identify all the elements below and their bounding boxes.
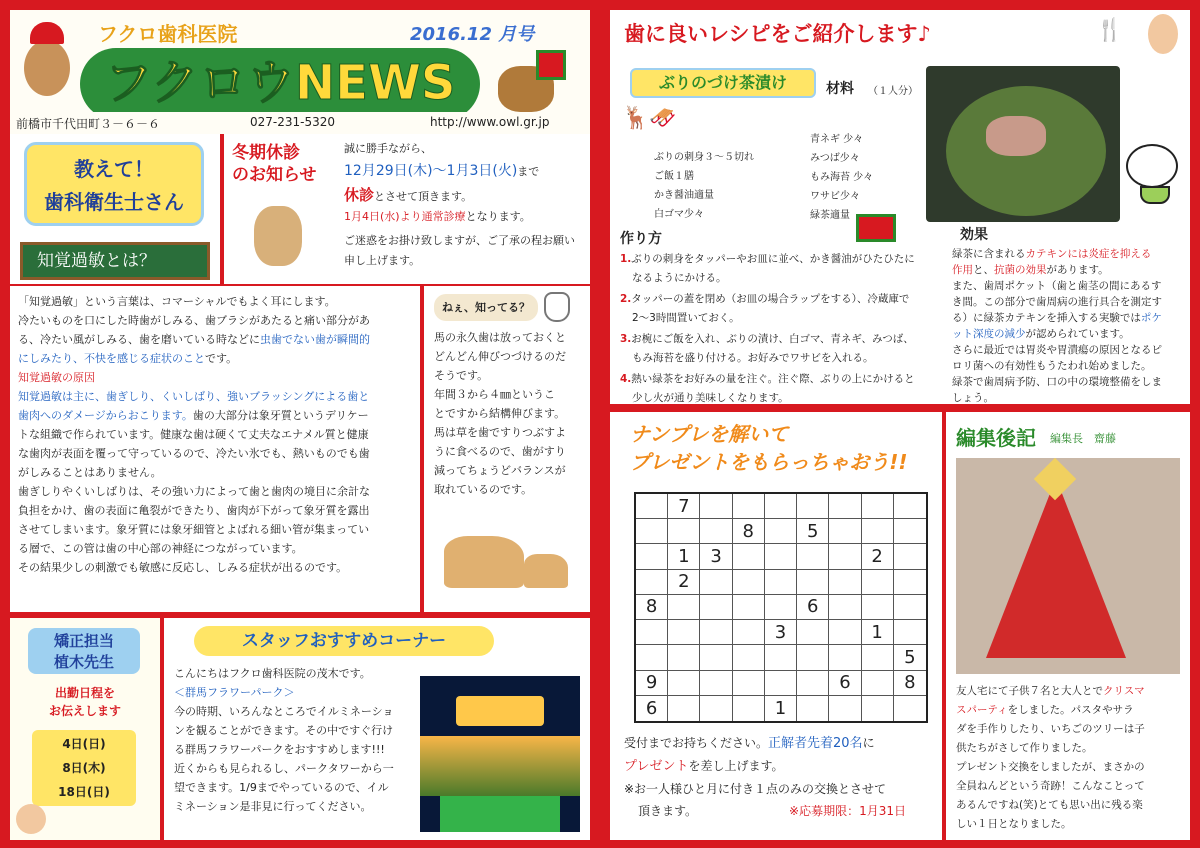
article-line: る、冷たい風がしみる、歯を磨いている時などに — [18, 333, 260, 346]
ingredient: 青ネギ 少々 — [810, 134, 864, 145]
article-line: る層で、この管は歯の中心部の神経につながっています。 — [18, 542, 303, 555]
sudoku-cell — [829, 645, 861, 670]
article-line: な歯肉が表面を覆って守っているので、冷たい氷でも、熱いものでも歯 — [18, 447, 370, 460]
article-line: その結果少しの刺激でも敏感に反応し、しみる症状が出るのです。 — [18, 561, 348, 574]
sudoku-cell — [733, 570, 765, 595]
sudoku-info-line: に — [862, 736, 875, 750]
clinic-name: フクロ歯科医院 — [98, 22, 238, 46]
step-number: 4. — [620, 373, 632, 385]
sudoku-cell — [797, 544, 829, 569]
staff-subheading: ＜群馬フラワーパーク＞ — [174, 686, 295, 699]
sudoku-cell — [894, 494, 926, 519]
ingredient: ご飯１膳 — [654, 171, 694, 182]
sudoku-cell — [700, 671, 732, 696]
sudoku-cell — [765, 544, 797, 569]
sudoku-cell — [733, 696, 765, 721]
article-line: トな組織で作られています。健康な歯は硬くて丈夫なエナメル質と健康 — [18, 428, 369, 441]
sudoku-cell — [636, 519, 668, 544]
editor-line: しい１日となりました。 — [956, 818, 1072, 830]
newsletter-title: フクロウNEWS — [80, 48, 480, 120]
step-text: タッパーの蓋を閉め（お皿の場合ラップをする）、冷蔵庫で — [631, 293, 910, 305]
effect-line: があります。 — [1046, 264, 1109, 276]
bear-icon — [254, 206, 302, 266]
ortho-role: 矯正担当 — [53, 632, 114, 650]
step-number: 1. — [620, 253, 632, 265]
trivia-line: そうです。 — [434, 369, 489, 382]
sudoku-cell: 8 — [894, 671, 926, 696]
sudoku-cell — [829, 544, 861, 569]
chalkboard-subtitle: 知覚過敏とは？ — [20, 242, 210, 280]
sudoku-cell — [862, 494, 894, 519]
editor-line: 全員ねんどという奇跡！こんなことって — [956, 780, 1145, 792]
editor-line: ダを手作りしたり、いちごのツリーは子 — [956, 723, 1145, 735]
sudoku-cell: 6 — [829, 671, 861, 696]
sudoku-cell — [668, 519, 700, 544]
sudoku-cell — [700, 519, 732, 544]
reindeer-icon — [488, 46, 578, 116]
ortho-note-1: 出勤日程を — [54, 686, 115, 700]
ortho-name: 植木先生 — [53, 653, 114, 671]
sudoku-title-1: ナンプレを解いて — [630, 422, 789, 446]
step-text: お椀にご飯を入れ、ぶりの漬け、白ゴマ、青ネギ、みつば、 — [631, 333, 914, 345]
sensitivity-article — [10, 286, 420, 612]
ingredients-label: 材料 — [826, 81, 854, 97]
ingredient: みつば少々 — [810, 153, 860, 164]
effect-line: 緑茶に含まれる — [952, 248, 1026, 260]
sudoku-cell — [733, 671, 765, 696]
illumination-photo — [420, 676, 580, 832]
sudoku-cell — [797, 671, 829, 696]
step-number: 3. — [620, 333, 632, 345]
effect-text — [952, 246, 1186, 404]
staff-corner — [164, 618, 590, 840]
trivia-line: 年間３から４㎜というこ — [434, 388, 555, 401]
step-text: なるようにかける。 — [632, 272, 727, 284]
sudoku-cell: 5 — [894, 645, 926, 670]
sudoku-cell — [636, 494, 668, 519]
ortho-note-2: お伝えします — [48, 704, 121, 718]
sudoku-cell: 5 — [797, 519, 829, 544]
effect-line: ロリ菌への有効性もうたわれ始めました。 — [952, 360, 1152, 372]
step-text: 熱い緑茶をお好みの量を注ぐ。注ぐ際、ぶりの上にかけると — [631, 373, 915, 385]
recipe-step — [620, 250, 950, 288]
article-highlight: 知覚過敏は主に、歯ぎしり、くいしばり、強いブラッシングによる歯と — [18, 390, 370, 403]
effect-highlight: 作用 — [952, 264, 973, 276]
editor-line: をしました。パスタやサラ — [1007, 704, 1134, 716]
sudoku-cell — [829, 696, 861, 721]
sudoku-deadline: ※応募期限：1月31日 — [789, 804, 906, 818]
sudoku-cell: 6 — [636, 696, 668, 721]
step-number: 2. — [620, 293, 632, 305]
sudoku-cell — [765, 645, 797, 670]
sudoku-cell — [700, 620, 732, 645]
article-highlight: にしみたり、不快を感じる症状のこと — [18, 352, 205, 365]
utensils-icon: 🍴 — [1096, 18, 1124, 43]
recipe-photo — [926, 66, 1120, 222]
sudoku-cell — [765, 595, 797, 620]
holiday-resume: 1月4日(水)より通常診療 — [344, 210, 466, 223]
staff-line: 今の時期、いろんなところでイルミネーショ — [174, 705, 394, 718]
sudoku-cell — [636, 645, 668, 670]
trivia-line: 減ってちょうどバランスが — [434, 464, 566, 477]
sudoku-cell: 1 — [765, 696, 797, 721]
editor-title: 編集後記 — [956, 426, 1036, 450]
trivia-title: ねぇ、知ってる？ — [434, 294, 538, 321]
article-highlight: 虫歯でない歯が瞬間的 — [260, 333, 370, 346]
editor-line: 友人宅にて子供７名と大人とで — [956, 685, 1103, 697]
holiday-apology-2: 申し上げます。 — [344, 254, 421, 267]
staff-line: こんにちはフクロ歯科医院の茂木です。 — [174, 667, 371, 680]
strawberry-tree-photo — [956, 458, 1180, 674]
ortho-day: 18日(日) — [58, 785, 110, 799]
ingredients-left — [654, 148, 754, 224]
editor-line: あるんですね(笑)とても思い出に残る楽 — [956, 799, 1143, 811]
trivia-line: うに食べるので、歯がすり — [434, 445, 566, 458]
badge-line-2: 歯科衛生士さん — [44, 190, 184, 214]
sudoku-cell — [829, 570, 861, 595]
article-line: 冷たいものを口にした時歯がしみる、歯ブラシがあたると痛い部分があ — [18, 314, 370, 327]
sudoku-grid — [634, 492, 928, 723]
ortho-day: 4日(日) — [62, 737, 106, 751]
issue-date: 2016.12 月号 — [410, 24, 535, 45]
step-text: 2～3時間置いておく。 — [632, 312, 740, 324]
santa-hat-icon — [30, 22, 64, 44]
recipe-step — [620, 290, 950, 328]
sudoku-info-highlight: 正解者先着20名 — [768, 736, 863, 751]
nurse-icon — [16, 804, 46, 834]
effect-line: しょう。 — [952, 392, 994, 404]
ingredient: 緑茶適量 — [810, 210, 850, 221]
address: 前橋市千代田町３－６－６ — [16, 117, 161, 131]
sudoku-cell — [862, 519, 894, 544]
sudoku-info — [624, 732, 936, 822]
article-line: 「知覚過敏」という言葉は、コマーシャルでもよく耳にします。 — [18, 295, 336, 308]
hygienist-header — [10, 134, 220, 284]
editor-line: プレゼント交換をしましたが、まさかの — [956, 761, 1145, 773]
effect-line: 緑茶で歯周病予防、口の中の環境整備をしま — [952, 376, 1162, 388]
editor-byline: 編集長 齋藤 — [1050, 432, 1116, 445]
step-text: 少し火が通り美味しくなります。 — [632, 392, 789, 404]
staff-line: 望できます。1/9までやっているので、イル — [174, 781, 389, 794]
staff-title: スタッフおすすめコーナー — [194, 626, 494, 656]
effect-line: が認められています。 — [1025, 328, 1130, 340]
sudoku-cell — [668, 671, 700, 696]
article-line: 負担をかけ、歯の表面に亀裂ができたり、歯肉が下がって象牙質を露出 — [18, 504, 370, 517]
step-text: もみ海苔を盛り付ける。お好みでワサビを入れる。 — [632, 352, 874, 364]
holiday-title — [232, 142, 317, 186]
sudoku-cell — [733, 595, 765, 620]
holiday-title-1: 冬期休診 — [232, 143, 300, 163]
holiday-dates: 12月29日(木)～1月3日(火) — [344, 163, 518, 179]
sudoku-cell: 3 — [765, 620, 797, 645]
orthodontist-schedule — [10, 618, 160, 840]
trivia-line: どんどん伸びつづけるのだ — [434, 350, 566, 363]
recipe-heading: 歯に良いレシピをご紹介します♪ — [624, 22, 931, 46]
ingredient: もみ海苔 少々 — [810, 172, 874, 183]
article-line: 歯の大部分は象牙質というデリケー — [192, 409, 369, 422]
sudoku-cell: 7 — [668, 494, 700, 519]
staff-line: ミネーション是非見に行ってください。 — [174, 800, 372, 813]
sudoku-cell: 2 — [668, 570, 700, 595]
ortho-day: 8日(木) — [62, 761, 106, 775]
right-page — [600, 0, 1200, 848]
effect-highlight: ット深度の減少 — [952, 328, 1026, 340]
recipe-section — [610, 10, 1190, 404]
trivia-box — [424, 286, 590, 612]
holiday-notice — [224, 134, 590, 284]
sudoku-cell — [733, 544, 765, 569]
servings: （１人分） — [868, 86, 918, 97]
sudoku-cell — [636, 544, 668, 569]
sudoku-cell — [894, 620, 926, 645]
effect-label: 効果 — [960, 227, 988, 243]
horse-icon — [444, 536, 524, 588]
sudoku-cell — [765, 570, 797, 595]
editor-line: 供たちがさして作りました。 — [956, 742, 1093, 754]
recipe-step — [620, 370, 950, 404]
sudoku-cell — [765, 519, 797, 544]
staff-line: 近くからも見られるし、パークタワーから一 — [174, 762, 394, 775]
badge-line-1: 教えて！ — [74, 157, 154, 181]
sudoku-cell — [700, 570, 732, 595]
sudoku-cell: 1 — [668, 544, 700, 569]
step-text: ぶりの刺身をタッパーやお皿に並べ、かき醤油がひたひたに — [631, 253, 915, 265]
holiday-intro: 誠に勝手ながら、 — [344, 142, 432, 155]
sudoku-cell: 6 — [797, 595, 829, 620]
ortho-note — [26, 684, 144, 720]
editor-highlight: クリスマ — [1103, 685, 1145, 697]
recipe-step — [620, 330, 950, 368]
sudoku-cell — [700, 494, 732, 519]
holiday-dates-suffix: まで — [517, 165, 540, 178]
sudoku-cell — [636, 570, 668, 595]
staff-line: る群馬フラワーパークをおすすめします!!! — [174, 743, 385, 756]
ortho-days — [32, 730, 136, 806]
sudoku-cell — [733, 494, 765, 519]
ingredient: ぶりの刺身３～５切れ — [654, 152, 754, 163]
sudoku-cell — [797, 645, 829, 670]
sudoku-cell: 3 — [700, 544, 732, 569]
ortho-badge — [28, 628, 140, 674]
sudoku-cell — [700, 696, 732, 721]
cook-icon — [1148, 14, 1178, 54]
steps-label: 作り方 — [620, 231, 662, 247]
holiday-title-2: のお知らせ — [232, 165, 317, 185]
recipe-name: ぶりのづけ茶漬け — [630, 68, 816, 98]
article-line: です。 — [205, 352, 238, 365]
ingredient: 白ゴマ少々 — [654, 209, 704, 220]
trivia-line: 馬の永久歯は放っておくと — [434, 331, 566, 344]
sudoku-cell — [668, 696, 700, 721]
sleigh-icon: 🦌🛷 — [622, 106, 677, 131]
sudoku-cell — [765, 494, 797, 519]
sudoku-cell — [829, 595, 861, 620]
sudoku-cell — [862, 671, 894, 696]
sudoku-cell — [829, 494, 861, 519]
phone: 027-231-5320 — [250, 115, 336, 129]
sudoku-cell — [797, 570, 829, 595]
horse-icon — [524, 554, 568, 588]
ingredient: ワサビ少々 — [810, 191, 860, 202]
holiday-closed-suffix: とさせて頂きます。 — [374, 190, 473, 203]
sudoku-cell: 8 — [636, 595, 668, 620]
cause-heading: 知覚過敏の原因 — [18, 371, 95, 384]
staff-line: ンを観ることができます。その中ですぐ行け — [174, 724, 394, 737]
bear-icon — [24, 40, 70, 96]
trivia-line: 取れているのです。 — [434, 483, 533, 496]
sudoku-cell — [862, 696, 894, 721]
ingredients-right — [810, 130, 873, 225]
sudoku-info-line: 受付までお持ちください。 — [624, 736, 769, 750]
sudoku-cell — [700, 645, 732, 670]
article-line: がしみることはありません。 — [18, 466, 162, 479]
sudoku-cell: 1 — [862, 620, 894, 645]
article-line: させてしまいます。象牙質には象牙細管とよばれる細い管が集まってい — [18, 523, 370, 536]
sudoku-cell — [797, 620, 829, 645]
trivia-line: とですから結構伸びます。 — [434, 407, 566, 420]
effect-highlight: ポケ — [1140, 312, 1162, 324]
sudoku-cell — [862, 645, 894, 670]
effect-line: また、歯周ポケット（歯と歯茎の間にあるす — [952, 280, 1162, 292]
effect-line: と、 — [973, 264, 994, 276]
sudoku-cell — [862, 570, 894, 595]
sudoku-cell — [733, 645, 765, 670]
effect-line: き間。この部分で歯周病の進行具合を測定す — [952, 296, 1162, 308]
sudoku-cell — [894, 570, 926, 595]
ingredient: かき醤油適量 — [654, 190, 714, 201]
sudoku-cell — [862, 595, 894, 620]
sudoku-cell — [894, 595, 926, 620]
editor-note — [946, 412, 1190, 840]
effect-highlight: 抗菌の効果 — [994, 264, 1047, 276]
sudoku-info-line: 頂きます。 — [638, 804, 698, 818]
website-url: http://www.owl.gr.jp — [430, 115, 550, 129]
teapot-icon — [1122, 130, 1184, 210]
hygienist-badge — [24, 142, 204, 226]
sudoku-cell — [668, 645, 700, 670]
trivia-text — [434, 328, 580, 499]
sudoku-cell: 9 — [636, 671, 668, 696]
holiday-closed: 休診 — [344, 186, 375, 204]
gift-icon — [856, 214, 896, 242]
sudoku-cell — [797, 696, 829, 721]
sudoku-cell — [733, 620, 765, 645]
sudoku-info-line: を差し上げます。 — [688, 759, 784, 773]
sudoku-cell — [700, 595, 732, 620]
editor-text — [956, 682, 1186, 834]
staff-text — [174, 664, 414, 816]
sudoku-cell — [668, 620, 700, 645]
sudoku-section — [610, 412, 942, 840]
sudoku-info-highlight: プレゼント — [624, 759, 689, 774]
sudoku-cell — [894, 696, 926, 721]
holiday-apology-1: ご迷惑をお掛け致しますが、ご了承の程お願い — [344, 234, 575, 247]
article-line: 歯ぎしりやくいしばりは、その強い力によって歯と歯肉の境目に余計な — [18, 485, 370, 498]
sudoku-cell: 8 — [733, 519, 765, 544]
sudoku-cell — [829, 519, 861, 544]
sudoku-info-line: ※お一人様ひと月に付き１点のみの交換とさせて — [624, 782, 887, 796]
sudoku-title-2: プレゼントをもらっちゃおう!! — [630, 450, 908, 474]
sudoku-cell — [668, 595, 700, 620]
trivia-line: 馬は草を歯ですりつぶすよ — [434, 426, 566, 439]
editor-highlight: スパーティ — [956, 704, 1008, 716]
recipe-steps — [620, 250, 950, 404]
sudoku-cell — [636, 620, 668, 645]
sudoku-cell — [765, 671, 797, 696]
sudoku-cell — [894, 519, 926, 544]
tooth-icon — [544, 292, 570, 322]
sudoku-title — [630, 420, 907, 476]
effect-highlight: カテキンには炎症を抑える — [1025, 248, 1152, 260]
article-highlight: 歯肉へのダメージからおこります。 — [18, 409, 193, 422]
sudoku-cell — [894, 544, 926, 569]
effect-line: る）に緑茶カテキンを挿入する実験では — [952, 312, 1141, 324]
sudoku-cell — [829, 620, 861, 645]
sudoku-cell: 2 — [862, 544, 894, 569]
effect-line: さらに最近では胃炎や胃潰瘍の原因となるピ — [952, 344, 1162, 356]
contact-bar — [10, 112, 590, 134]
sudoku-cell — [797, 494, 829, 519]
holiday-resume-suffix: となります。 — [465, 210, 531, 223]
